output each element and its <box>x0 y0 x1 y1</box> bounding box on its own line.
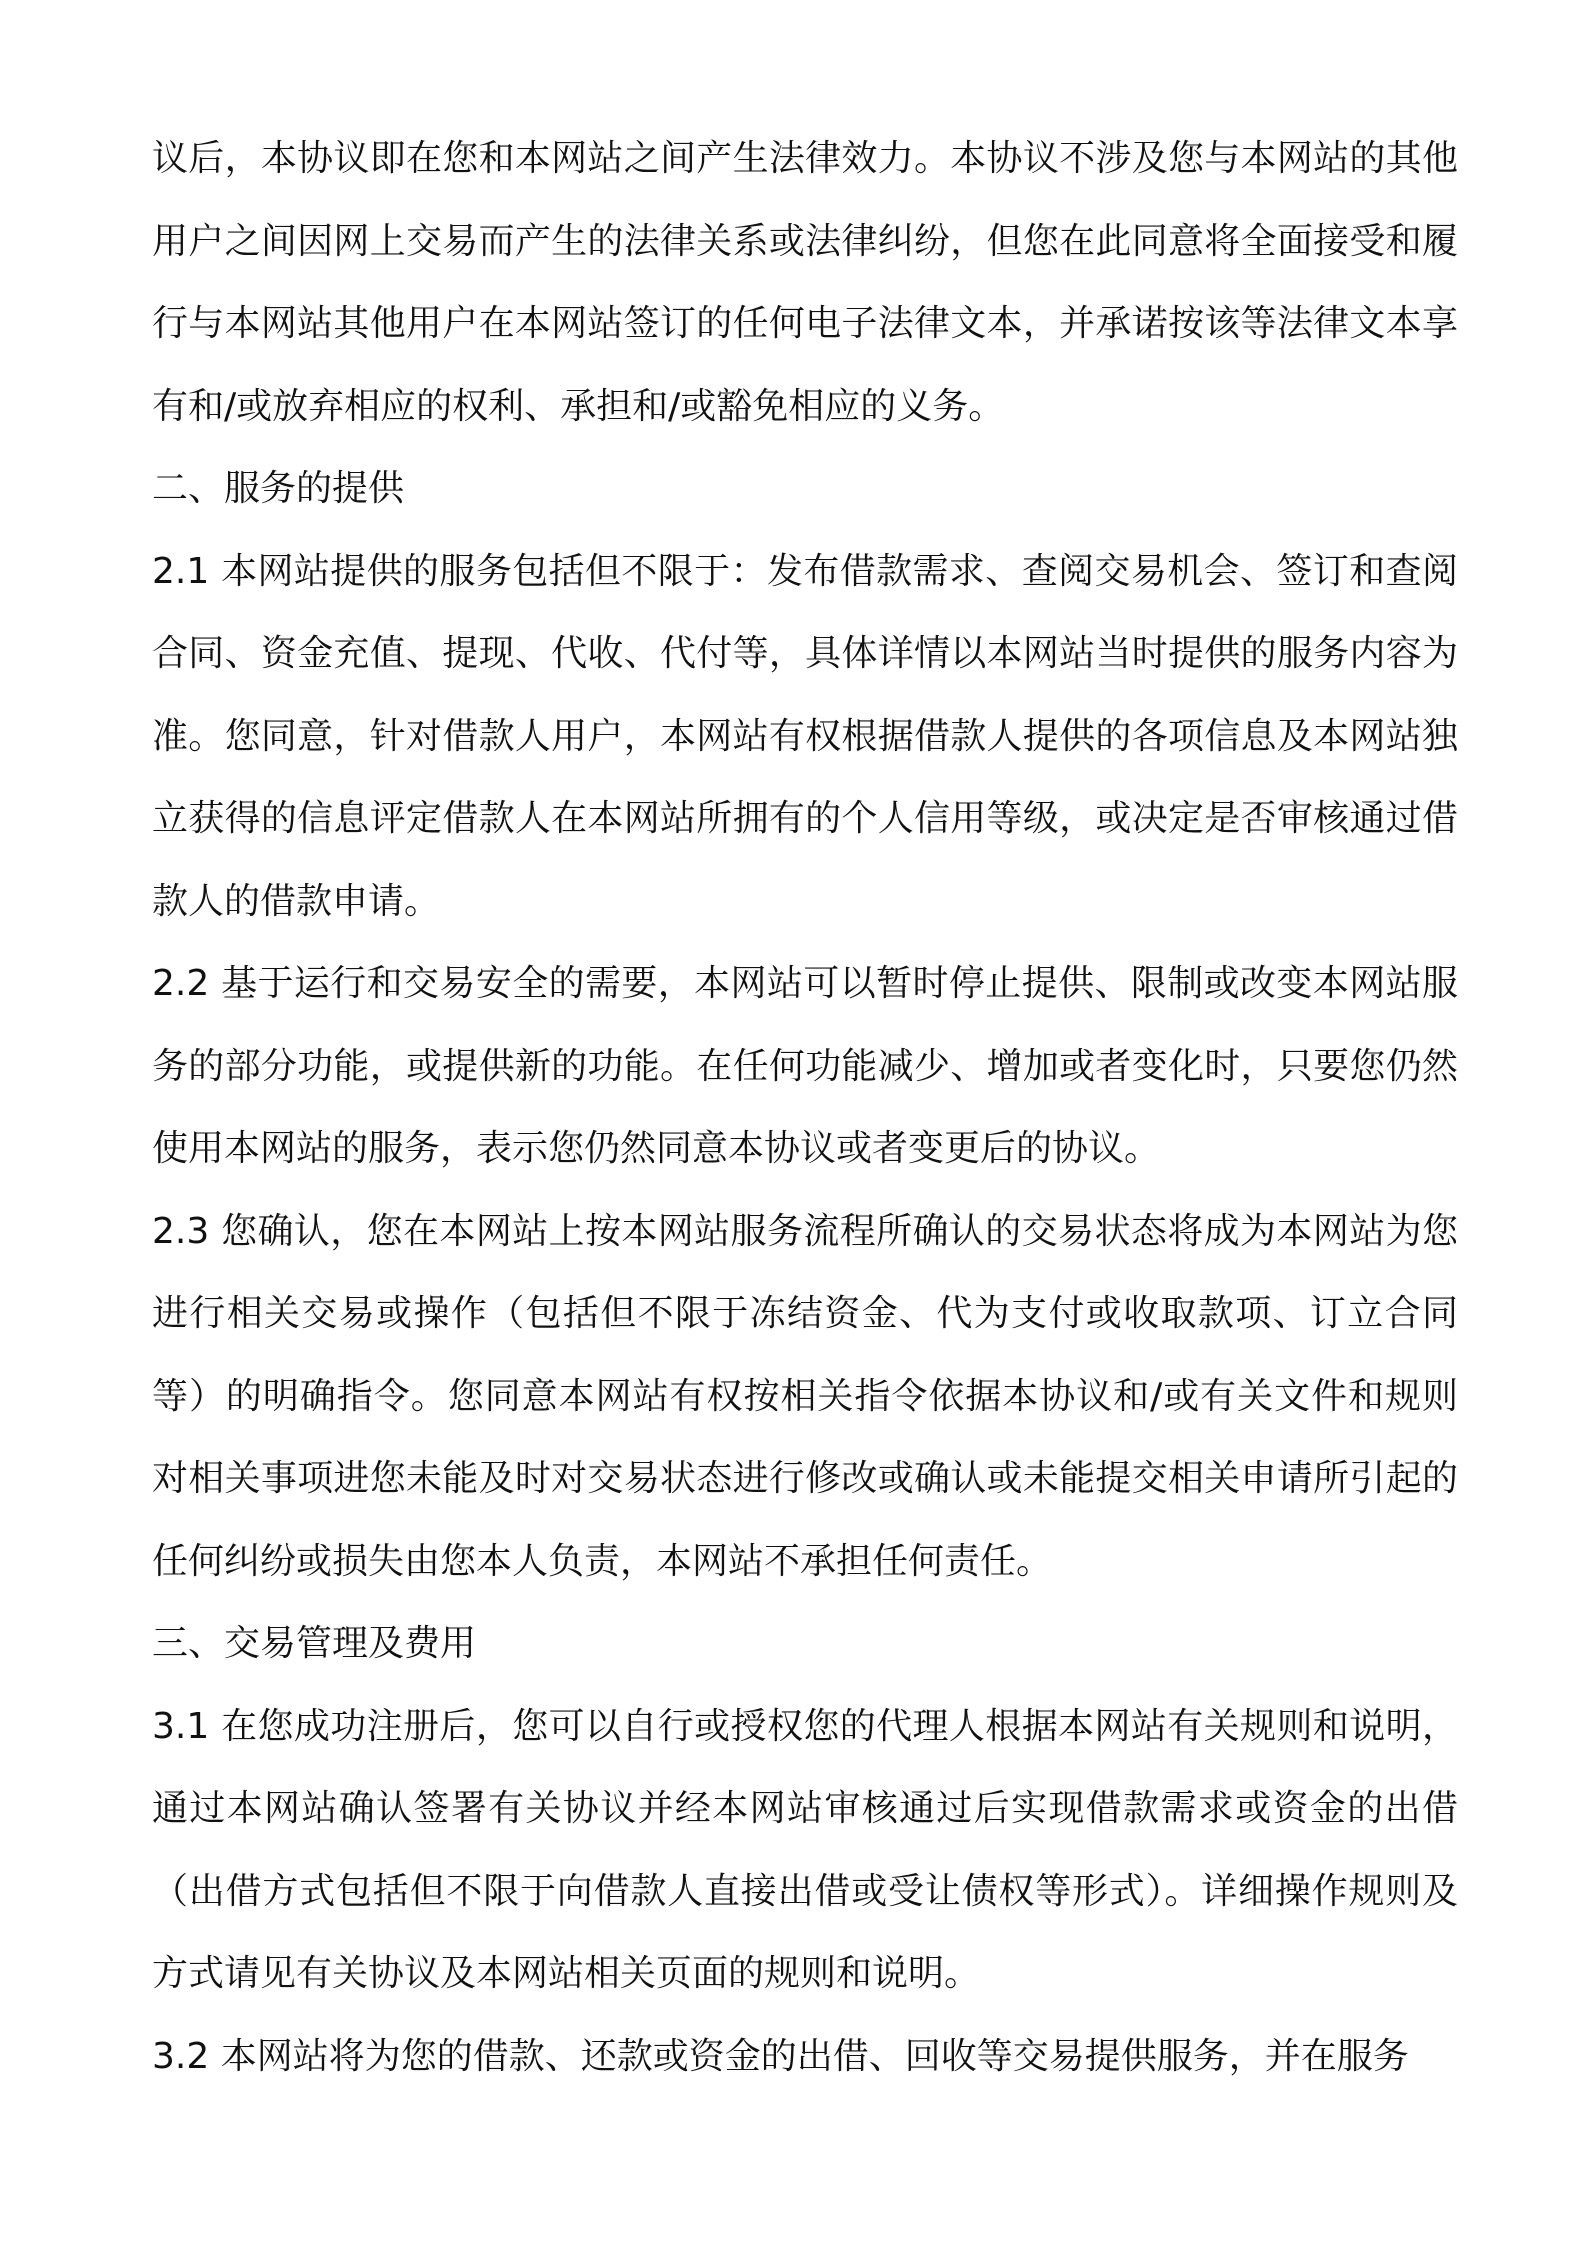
clause-3-1-paragraph: 3.1 在您成功注册后，您可以自行或授权您的代理人根据本网站有关规则和说明，通过本网站确认签署有关协议并经本网站审核通过后实现借款需求或资金的出借（出借方式包括但不限于向借款人直接出借或受让债权等形式）。详细操作规则及方式请见有关协议及本网站相关页面的规则和说明。 <box>152 1705 1458 1994</box>
clause-3-2-paragraph: 3.2 本网站将为您的借款、还款或资金的出借、回收等交易提供服务，并在服务 <box>152 2035 1409 2077</box>
clause-2-3-paragraph: 2.3 您确认，您在本网站上按本网站服务流程所确认的交易状态将成为本网站为您进行相关交易或操作（包括但不限于冻结资金、代为支付或收取款项、订立合同等）的明确指令。您同意本网站有权按相关指令依据本协议和/或有关文件和规则对相关事项进您未能及时对交易状态进行修改或确认或未能提交相关申请所引起的任何纠纷或损失由您本人负责，本网站不承担任何责任。 <box>152 1210 1458 1582</box>
document-page <box>152 118 1458 2098</box>
clause-2-1-paragraph: 2.1 本网站提供的服务包括但不限于：发布借款需求、查阅交易机会、签订和查阅合同、资金充值、提现、代收、代付等，具体详情以本网站当时提供的服务内容为准。您同意，针对借款人用户，本网站有权根据借款人提供的各项信息及本网站独立获得的信息评定借款人在本网站所拥有的个人信用等级，或决定是否审核通过借款人的借款申请。 <box>152 550 1458 922</box>
agreement-effect-paragraph: 议后，本协议即在您和本网站之间产生法律效力。本协议不涉及您与本网站的其他用户之间因网上交易而产生的法律关系或法律纠纷，但您在此同意将全面接受和履行与本网站其他用户在本网站签订的任何电子法律文本，并承诺按该等法律文本享有和/或放弃相应的权利、承担和/或豁免相应的义务。 <box>152 138 1458 427</box>
section-heading-transaction-management: 三、交易管理及费用 <box>152 1623 477 1664</box>
clause-2-2-paragraph: 2.2 基于运行和交易安全的需要，本网站可以暂时停止提供、限制或改变本网站服务的部分功能，或提供新的功能。在任何功能减少、增加或者变化时，只要您仍然使用本网站的服务，表示您仍然同意本协议或者变更后的协议。 <box>152 963 1458 1169</box>
section-heading-service-provision: 二、服务的提供 <box>152 468 405 509</box>
